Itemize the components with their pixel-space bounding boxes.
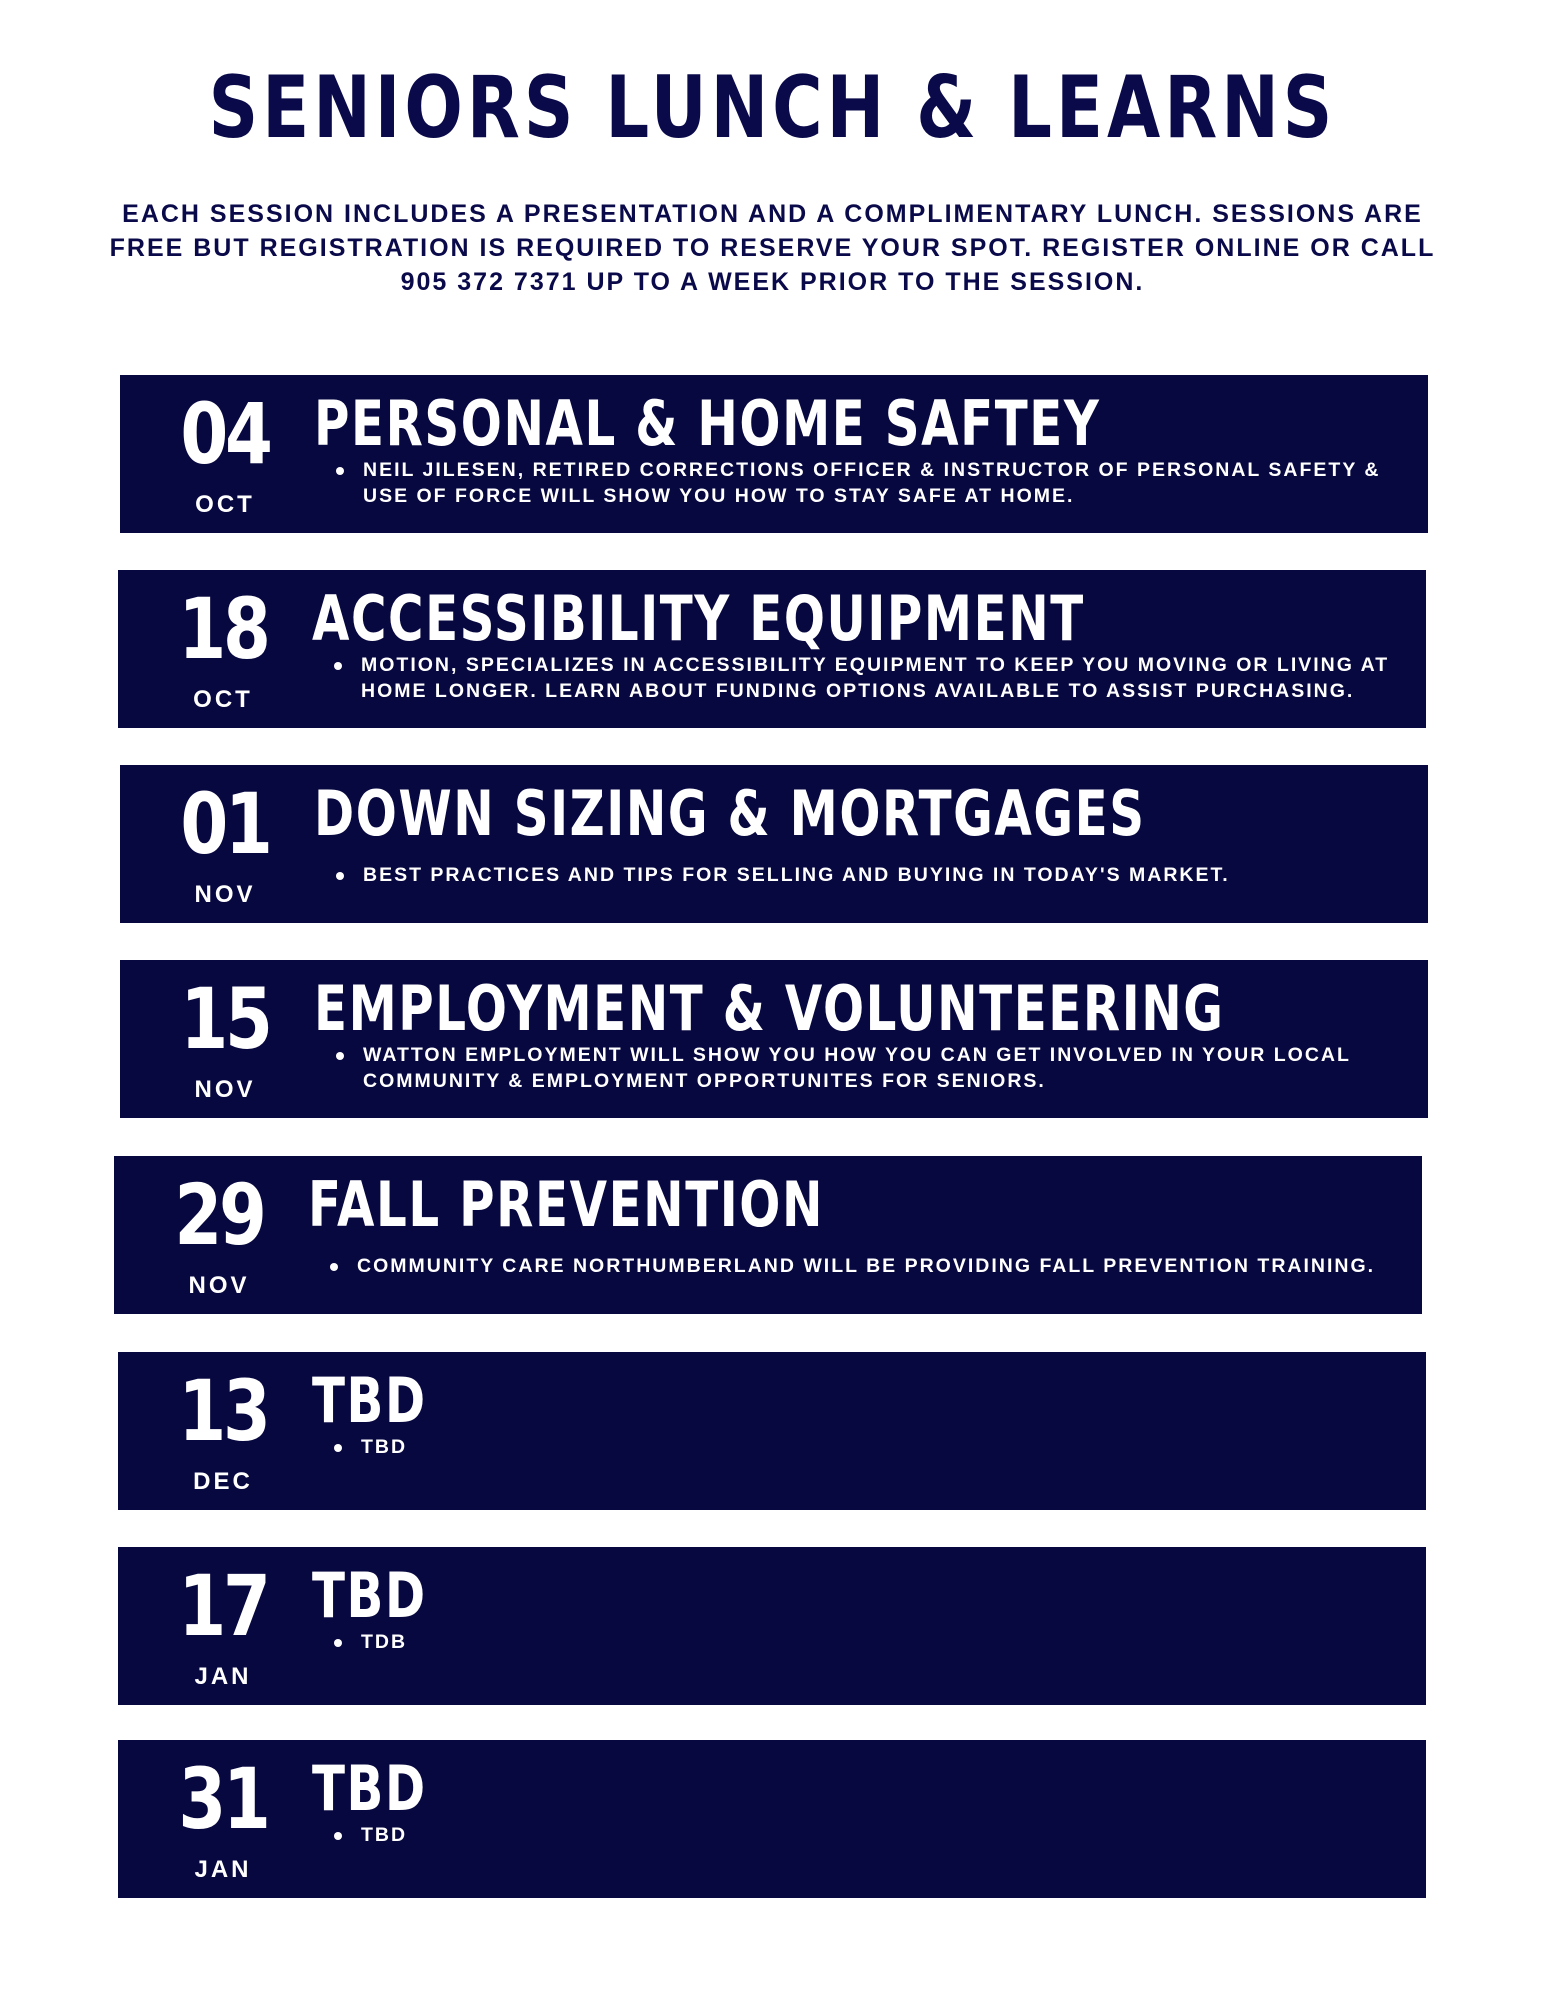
session-title: PERSONAL & HOME SAFTEY xyxy=(314,387,1101,460)
session-title: ACCESSIBILITY EQUIPMENT xyxy=(312,582,1085,655)
session-day: 01 xyxy=(180,775,270,873)
session-month: JAN xyxy=(194,1663,252,1690)
session-month: DEC xyxy=(193,1468,253,1495)
bullet-icon xyxy=(330,1263,338,1271)
session-card-6 xyxy=(118,1352,1426,1510)
session-bullet xyxy=(330,1253,1390,1279)
session-card-3 xyxy=(120,765,1428,923)
bullet-icon xyxy=(336,872,344,880)
session-card-4 xyxy=(120,960,1428,1118)
session-card-2 xyxy=(118,570,1426,728)
bullet-icon xyxy=(334,662,342,670)
session-title: TBD xyxy=(312,1559,427,1632)
session-month: NOV xyxy=(188,1272,250,1299)
session-bullet xyxy=(334,1822,1394,1848)
session-title: EMPLOYMENT & VOLUNTEERING xyxy=(314,972,1225,1045)
session-day: 04 xyxy=(180,385,270,483)
session-description: BEST PRACTICES AND TIPS FOR SELLING AND BUYING IN TODAY'S MARKET. xyxy=(363,864,1230,886)
session-description: WATTON EMPLOYMENT WILL SHOW YOU HOW YOU CAN GET INVOLVED IN YOUR LOCAL COMMUNITY & EMPLOYMENT OPPORTUNITES FOR SENIORS. xyxy=(363,1044,1351,1092)
session-month: NOV xyxy=(194,881,256,908)
page-title: SENIORS LUNCH & LEARNS xyxy=(208,58,1337,158)
session-description: NEIL JILESEN, RETIRED CORRECTIONS OFFICER & INSTRUCTOR OF PERSONAL SAFETY & USE OF FORCE WILL SHOW YOU HOW TO STAY SAFE AT HOME. xyxy=(363,459,1381,507)
session-card-1 xyxy=(120,375,1428,533)
session-description: MOTION, SPECIALIZES IN ACCESSIBILITY EQUIPMENT TO KEEP YOU MOVING OR LIVING AT HOME LONGER. LEARN ABOUT FUNDING OPTIONS AVAILABLE TO ASSIST PURCHASING. xyxy=(361,654,1390,702)
bullet-icon xyxy=(336,467,344,475)
session-title: TBD xyxy=(312,1752,427,1825)
session-description: TBD xyxy=(361,1436,408,1458)
session-bullet xyxy=(334,1434,1394,1460)
session-bullet xyxy=(336,457,1396,509)
session-title: TBD xyxy=(312,1364,427,1437)
session-month: OCT xyxy=(195,491,255,518)
session-month: OCT xyxy=(193,686,253,713)
session-card-5 xyxy=(114,1156,1422,1314)
intro-text: EACH SESSION INCLUDES A PRESENTATION AND A COMPLIMENTARY LUNCH. SESSIONS ARE FREE BUT REGISTRATION IS REQUIRED TO RESERVE YOUR SPOT. REGISTER ONLINE OR CALL 905 372 7371 UP TO A WEEK PRIOR TO THE SESSION. xyxy=(109,200,1436,296)
session-bullet xyxy=(336,862,1396,888)
session-month: NOV xyxy=(194,1076,256,1103)
session-description: COMMUNITY CARE NORTHUMBERLAND WILL BE PROVIDING FALL PREVENTION TRAINING. xyxy=(357,1255,1376,1277)
bullet-icon xyxy=(336,1052,344,1060)
bullet-icon xyxy=(334,1444,342,1452)
session-description: TDB xyxy=(361,1631,408,1653)
session-bullet xyxy=(334,1629,1394,1655)
session-day: 15 xyxy=(180,970,270,1068)
session-day: 18 xyxy=(178,580,268,678)
session-card-8 xyxy=(118,1740,1426,1898)
session-day: 17 xyxy=(178,1557,268,1655)
session-day: 31 xyxy=(178,1750,268,1848)
session-card-7 xyxy=(118,1547,1426,1705)
session-title: FALL PREVENTION xyxy=(308,1168,825,1241)
bullet-icon xyxy=(334,1832,342,1840)
session-day: 13 xyxy=(178,1362,268,1460)
session-title: DOWN SIZING & MORTGAGES xyxy=(314,777,1146,850)
session-bullet xyxy=(336,1042,1396,1094)
session-month: JAN xyxy=(194,1856,252,1883)
session-day: 29 xyxy=(174,1166,264,1264)
session-bullet xyxy=(334,652,1394,704)
session-description: TBD xyxy=(361,1824,408,1846)
bullet-icon xyxy=(334,1639,342,1647)
